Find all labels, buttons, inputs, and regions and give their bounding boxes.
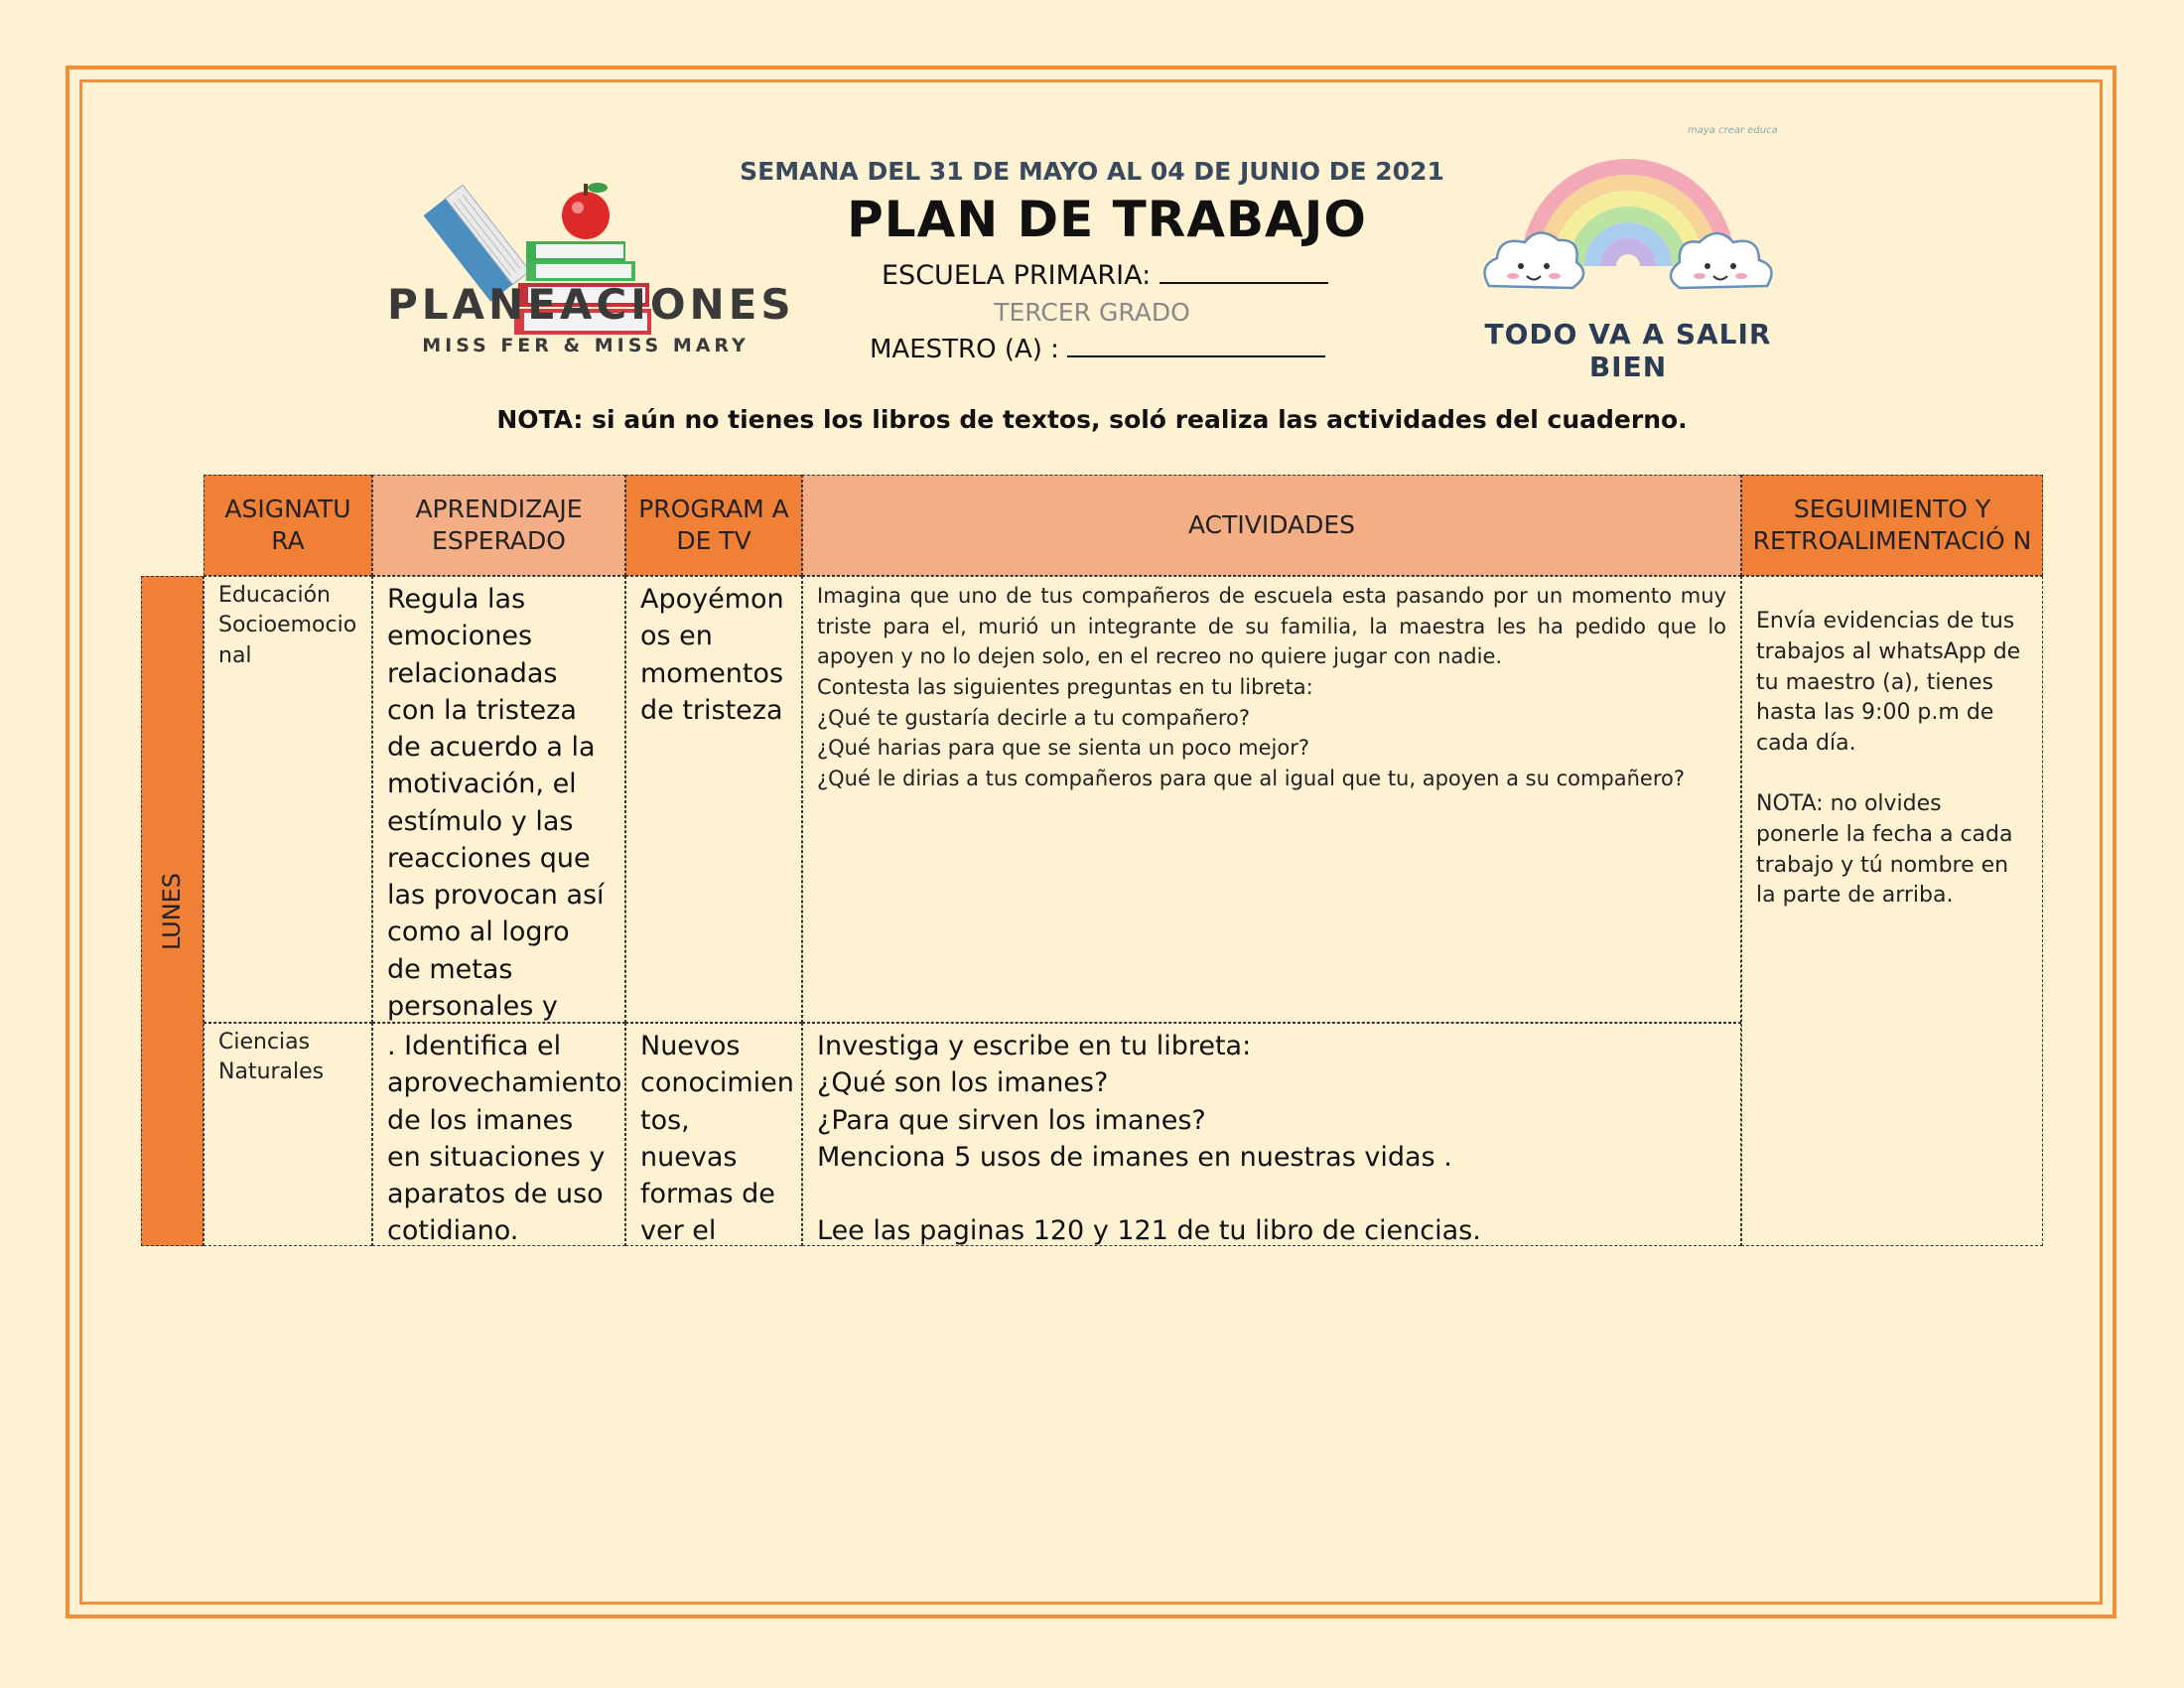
school-blank-line <box>1160 260 1328 284</box>
header-learning: APRENDIZAJE ESPERADO <box>372 475 625 576</box>
note-text: NOTA: si aún no tienes los libros de textos, soló realiza las actividades del cuaderno. <box>496 405 1688 434</box>
header-activities: ACTIVIDADES <box>802 475 1741 576</box>
school-label: ESCUELA PRIMARIA: <box>882 260 1152 291</box>
motto-text: TODO VA A SALIR BIEN <box>1484 318 1772 383</box>
followup-cell <box>1741 576 2043 1246</box>
row1-learning: Regula las emociones relacionadas con la tristeza de acuerdo a la motivación, el estímulo y las reacciones que las provocan así como al logro de metas personales y <box>372 576 625 1023</box>
row2-subject: Ciencias Naturales <box>204 1023 372 1246</box>
page-title: PLAN DE TRABAJO <box>847 191 1367 248</box>
row1-activity-line: Imagina que uno de tus compañeros de escuela esta pasando por un momento muy triste para el, murió un integrante de su familia, la maestra les ha pedido que lo apoyen y no lo dejen solo, en el recreo no quiere jugar con nadie. <box>817 584 1726 669</box>
header-subject: ASIGNATU RA <box>204 475 372 576</box>
teacher-field <box>870 334 1325 364</box>
row2-activity-line: ¿Para que sirven los imanes? <box>817 1104 1206 1136</box>
followup-text: Envía evidencias de tus trabajos al whatsApp de tu maestro (a), tienes hasta las 9:00 p.m de cada día. <box>1756 609 2021 757</box>
school-field <box>882 260 1328 291</box>
signature-watermark: maya crear educa <box>1688 125 1778 136</box>
brand-subtitle: MISS FER & MISS MARY <box>422 335 750 356</box>
grade-label: TERCER GRADO <box>994 298 1190 327</box>
row2-activity-line: Lee las paginas 120 y 121 de tu libro de ciencias. <box>817 1215 1481 1246</box>
row1-activity-line: ¿Qué harias para que se sienta un poco mejor? <box>817 736 1310 761</box>
row1-activity-line: ¿Qué te gustaría decirle a tu compañero? <box>817 705 1251 730</box>
row2-tv-program: Nuevos conocimien tos, nuevas formas de ver el <box>625 1023 802 1246</box>
brand-name: PLANEACIONES <box>387 280 795 329</box>
row1-tv-program: Apoyémon os en momentos de tristeza <box>625 576 802 1023</box>
rainbow-clouds-icon <box>1469 117 1787 316</box>
row2-activity-line: Investiga y escribe en tu libreta: <box>817 1031 1252 1061</box>
row2-activity-line: ¿Qué son los imanes? <box>817 1067 1109 1099</box>
header-tv-program: PROGRAM A DE TV <box>625 475 802 576</box>
row2-activity-line: Menciona 5 usos de imanes en nuestras vidas . <box>817 1141 1452 1173</box>
day-label-cell <box>141 576 204 1246</box>
teacher-blank-line <box>1067 334 1325 357</box>
row2-activity-line <box>817 1176 1726 1212</box>
row1-activities <box>802 576 1741 1023</box>
row2-activities <box>802 1023 1741 1246</box>
row1-activity-line: ¿Qué le dirias a tus compañeros para que al igual que tu, apoyen a su compañero? <box>817 766 1686 790</box>
header-followup: SEGUIMIENTO Y RETROALIMENTACIÓ N <box>1741 475 2043 576</box>
followup-note: NOTA: no olvides ponerle la fecha a cada trabajo y tú nombre en la parte de arriba. <box>1756 790 2013 909</box>
row1-subject: Educación Socioemocio nal <box>204 576 372 1023</box>
teacher-label: MAESTRO (A) : <box>870 335 1059 364</box>
week-range: SEMANA DEL 31 DE MAYO AL 04 DE JUNIO DE 2021 <box>740 157 1444 186</box>
row2-learning: . Identifica el aprovechamiento de los imanes en situaciones y aparatos de uso cotidiano. <box>372 1023 625 1246</box>
row1-activity-line: Contesta las siguientes preguntas en tu libreta: <box>817 674 1313 699</box>
day-label: LUNES <box>158 872 187 950</box>
